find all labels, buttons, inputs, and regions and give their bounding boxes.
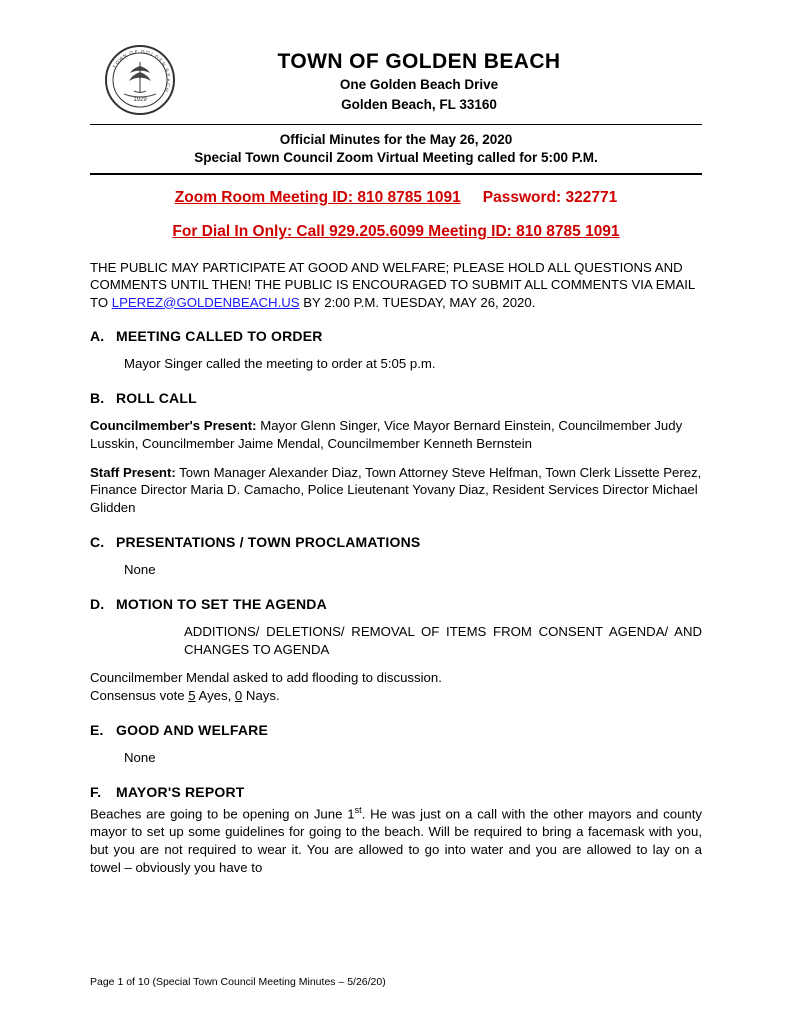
public-note-part-2: BY 2:00 P.M. TUESDAY, MAY 26, 2020. <box>299 294 536 310</box>
section-body-c: None <box>124 561 156 577</box>
svg-text:D: D <box>153 53 160 60</box>
staff-present-label: Staff Present: <box>90 464 176 480</box>
svg-text:C: C <box>165 82 171 88</box>
section-heading-b <box>90 390 702 406</box>
town-address-line-1: One Golden Beach Drive <box>339 77 499 93</box>
svg-text:N: N <box>160 61 167 67</box>
svg-text:E: E <box>165 73 171 78</box>
section-body-e: None <box>124 750 156 766</box>
zoom-room-line <box>90 187 702 209</box>
vote-nays-count: 0 <box>234 688 243 704</box>
svg-text:E: E <box>157 57 164 64</box>
agenda-subnote: ADDITIONS/ DELETIONS/ REMOVAL OF ITEMS FROM CONSENT AGENDA/ AND CHANGES TO AGENDA <box>184 623 702 657</box>
svg-text:N: N <box>122 52 128 59</box>
divider-bottom <box>90 173 702 175</box>
section-title-d: MOTION TO SET THE AGENDA <box>116 595 327 612</box>
section-letter-e: E. <box>90 722 104 739</box>
svg-text:W: W <box>117 55 125 63</box>
zoom-dialin-line <box>90 221 702 243</box>
zoom-password: Password: 322771 <box>482 189 618 207</box>
vote-suffix: Nays. <box>242 688 280 704</box>
svg-text:O: O <box>128 49 134 56</box>
section-title-f: MAYOR'S REPORT <box>116 783 245 800</box>
zoom-dialin-text: For Dial In Only: Call 929.205.6099 Meeting ID: 810 8785 1091 <box>172 223 620 241</box>
svg-text:L: L <box>150 51 155 58</box>
divider-top <box>90 124 702 125</box>
section-letter-d: D. <box>90 595 105 612</box>
section-body-d-line1: Councilmember Mendal asked to add flooding to discussion. <box>90 670 442 686</box>
svg-text:A: A <box>166 78 171 82</box>
svg-text:H: H <box>163 87 170 93</box>
councilmembers-present-label: Councilmember's Present: <box>90 417 257 433</box>
town-address-line-2: Golden Beach, FL 33160 <box>341 96 497 112</box>
section-body-a: Mayor Singer called the meeting to order at 5:05 p.m. <box>124 356 436 372</box>
vote-ayes-count: 5 <box>188 688 196 704</box>
town-seal-icon <box>104 44 176 116</box>
document-content <box>90 40 702 876</box>
svg-text:F: F <box>134 49 138 55</box>
consensus-vote-line <box>90 687 702 705</box>
section-heading-e <box>90 722 702 738</box>
section-title-c: PRESENTATIONS / TOWN PROCLAMATIONS <box>116 533 421 550</box>
official-line-1: Official Minutes for the May 26, 2020 <box>279 132 513 147</box>
public-note-part-1: THE PUBLIC MAY PARTICIPATE AT GOOD AND WELFARE; PLEASE HOLD ALL QUESTIONS AND COMMENTS UNTIL THEN! THE PUBLIC IS ENCOURAGED TO SUBMIT ALL COMMENTS VIA EMAIL TO <box>90 259 695 310</box>
svg-text:G: G <box>140 48 146 55</box>
section-title-b: ROLL CALL <box>116 389 197 406</box>
section-title-a: MEETING CALLED TO ORDER <box>116 328 323 345</box>
vote-mid: Ayes, <box>195 688 235 704</box>
clerk-email-link[interactable]: LPEREZ@GOLDENBEACH.US <box>111 294 300 310</box>
mayor-report-part-1: Beaches are going to be opening on June 1 <box>90 806 355 822</box>
vote-prefix: Consensus vote <box>90 688 189 704</box>
section-body-f <box>90 804 702 877</box>
public-participation-note <box>90 259 702 311</box>
section-letter-a: A. <box>90 328 105 345</box>
section-letter-c: C. <box>90 533 105 550</box>
section-letter-f: F. <box>90 783 102 800</box>
section-heading-d <box>90 596 702 612</box>
svg-text:T: T <box>111 64 118 70</box>
svg-text:O: O <box>145 49 151 56</box>
page-footer: Page 1 of 10 (Special Town Council Meeting Minutes – 5/26/20) <box>90 976 386 988</box>
mayor-report-part-2: . He was just on a call with the other mayors and county mayor to set up some guidelines for going to the beach. Will be required to bring a facemask with you, but you are not required to wear it. You are allowed to go into water and you are allowed to lay on a towel – obviously you have to <box>90 806 703 875</box>
staff-present-text: Town Manager Alexander Diaz, Town Attorney Steve Helfman, Town Clerk Lissette Perez, Finance Director Maria D. Camacho, Police Lieutenant Yovany Diaz, Resident Services Director Michael Glidden <box>90 464 702 516</box>
section-heading-c <box>90 534 702 550</box>
document-header <box>90 40 702 116</box>
section-title-e: GOOD AND WELFARE <box>116 722 269 739</box>
zoom-room-id: Zoom Room Meeting ID: 810 8785 1091 <box>174 189 461 207</box>
official-line-2: Special Town Council Zoom Virtual Meeting called for 5:00 P.M. <box>194 150 598 166</box>
mayor-report-ordinal: st <box>354 804 362 815</box>
svg-text:O: O <box>114 59 121 66</box>
svg-text:B: B <box>163 67 170 73</box>
header-text-block <box>176 40 702 113</box>
section-heading-f <box>90 784 702 800</box>
roll-call-staff <box>90 464 702 517</box>
town-title: TOWN OF GOLDEN BEACH <box>277 50 561 73</box>
svg-text:1929: 1929 <box>133 97 147 103</box>
section-letter-b: B. <box>90 389 105 406</box>
councilmembers-present-text: Mayor Glenn Singer, Vice Mayor Bernard Einstein, Councilmember Judy Lusskin, Councilmember Jaime Mendal, Councilmember Kenneth Bernstein <box>90 417 683 451</box>
roll-call-councilmembers <box>90 417 702 453</box>
section-heading-a <box>90 328 702 344</box>
